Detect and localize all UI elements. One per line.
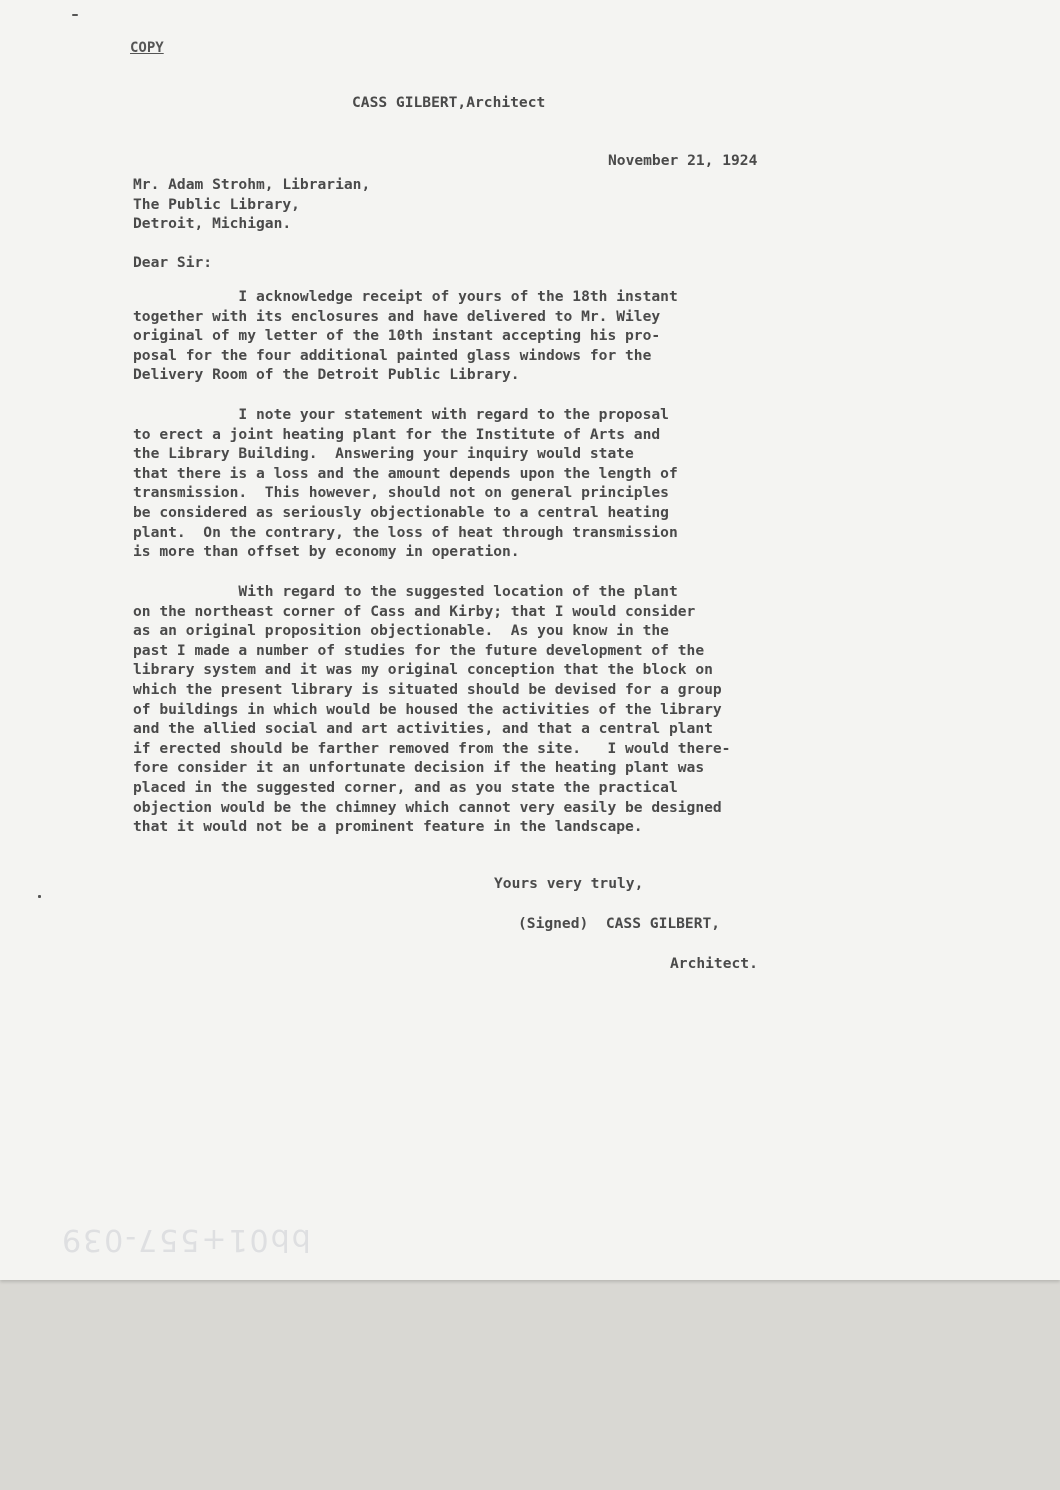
paragraph-3 xyxy=(133,582,933,837)
scan-speck xyxy=(72,14,78,16)
paragraph-line: as an original proposition objectionable. As you know in the xyxy=(133,622,669,640)
letterhead: CASS GILBERT,Architect xyxy=(352,94,546,111)
paragraph-line: of buildings in which would be housed the activities of the library xyxy=(133,700,722,718)
paragraph-line: original of my letter of the 10th instant accepting his pro- xyxy=(133,327,661,345)
paragraph-line: is more than offset by economy in operation. xyxy=(133,543,520,561)
paragraph-line: I acknowledge receipt of yours of the 18th instant xyxy=(133,288,678,305)
paragraph-line: transmission. This however, should not on general principles xyxy=(133,484,669,502)
paragraph-line: plant. On the contrary, the loss of heat through transmission xyxy=(133,523,678,541)
address-line: The Public Library, xyxy=(133,196,300,213)
scan-speck xyxy=(38,895,41,898)
salutation: Dear Sir: xyxy=(133,254,213,271)
paragraph-line: past I made a number of studies for the future development of the xyxy=(133,641,705,659)
copy-mark: COPY xyxy=(130,40,164,56)
paragraph-line: together with its enclosures and have delivered to Mr. Wiley xyxy=(133,307,661,325)
archive-stamp: bb01+557-039 xyxy=(60,1222,311,1257)
letter-date: November 21, 1924 xyxy=(608,152,758,169)
paragraph-line: objection would be the chimney which cannot very easily be designed xyxy=(133,798,722,816)
paragraph-line: and the allied social and art activities, and that a central plant xyxy=(133,720,713,738)
paragraph-line: on the northeast corner of Cass and Kirby; that I would consider xyxy=(133,602,696,620)
paragraph-line: library system and it was my original conception that the block on xyxy=(133,661,713,679)
paragraph-line: to erect a joint heating plant for the Institute of Arts and xyxy=(133,425,661,443)
signature-line: (Signed) CASS GILBERT, xyxy=(518,915,721,932)
paragraph-line: that it would not be a prominent feature in the landscape. xyxy=(133,818,643,836)
paragraph-line: be considered as seriously objectionable to a central heating xyxy=(133,503,669,521)
paragraph-line: I note your statement with regard to the proposal xyxy=(133,406,669,423)
paragraph-line: which the present library is situated should be devised for a group xyxy=(133,680,722,698)
paragraph-line: Delivery Room of the Detroit Public Library. xyxy=(133,366,520,384)
address-line: Detroit, Michigan. xyxy=(133,215,292,232)
signatory-title: Architect. xyxy=(670,955,758,972)
paragraph-line: placed in the suggested corner, and as you state the practical xyxy=(133,778,678,796)
paragraph-line: that there is a loss and the amount depends upon the length of xyxy=(133,464,678,482)
paragraph-line: if erected should be farther removed from the site. I would there- xyxy=(133,739,731,757)
paragraph-2 xyxy=(133,405,933,562)
paragraph-1 xyxy=(133,287,933,385)
paragraph-line: With regard to the suggested location of the plant xyxy=(133,583,678,600)
complimentary-close: Yours very truly, xyxy=(494,875,644,892)
address-line: Mr. Adam Strohm, Librarian, xyxy=(133,176,371,193)
paragraph-line: fore consider it an unfortunate decision if the heating plant was xyxy=(133,759,705,777)
paragraph-line: posal for the four additional painted glass windows for the xyxy=(133,346,652,364)
paragraph-line: the Library Building. Answering your inquiry would state xyxy=(133,445,634,463)
